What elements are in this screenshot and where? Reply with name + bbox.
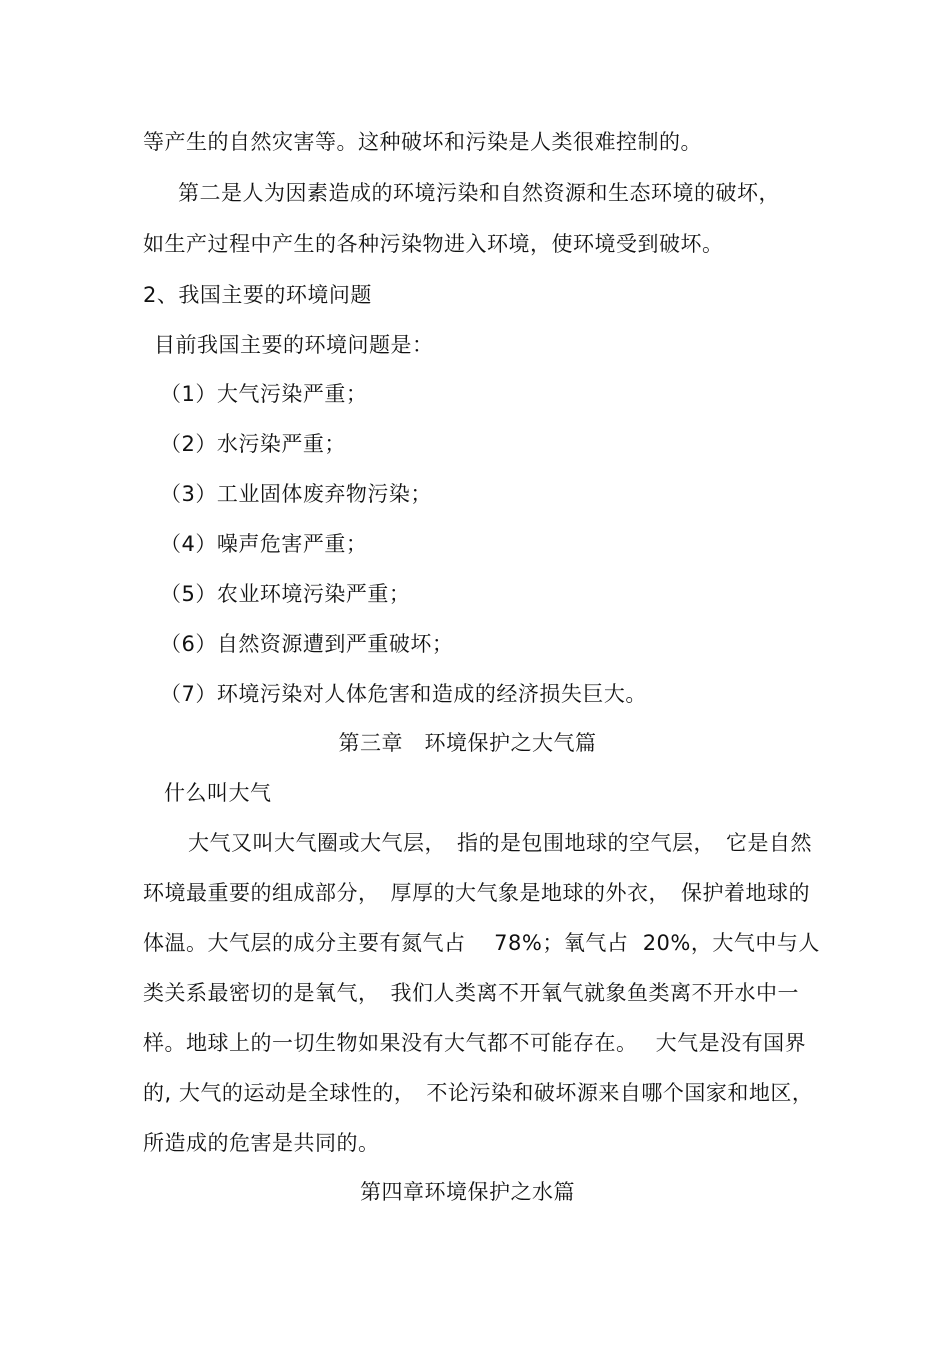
list-item: （4）噪声危害严重； xyxy=(160,532,368,556)
list-item: （3）工业固体废弃物污染； xyxy=(160,482,432,506)
list-item: （2）水污染严重； xyxy=(160,432,346,456)
paragraph-line: 第二是人为因素造成的环境污染和自然资源和生态环境的破坏， xyxy=(178,181,780,205)
paragraph-line: 环境最重要的组成部分， 厚厚的大气象是地球的外衣， 保护着地球的 xyxy=(143,881,810,905)
list-item: （1）大气污染严重； xyxy=(160,382,368,406)
section-intro: 目前我国主要的环境问题是： xyxy=(154,333,434,357)
section-title: 2、我国主要的环境问题 xyxy=(143,283,372,307)
paragraph-line: 如生产过程中产生的各种污染物进入环境，使环境受到破坏。 xyxy=(143,232,724,256)
paragraph-line: 所造成的危害是共同的。 xyxy=(143,1131,380,1155)
list-item: （5）农业环境污染严重； xyxy=(160,582,411,606)
paragraph-line: 大气又叫大气圈或大气层， 指的是包围地球的空气层， 它是自然 xyxy=(188,831,812,855)
chapter-title: 第四章环境保护之水篇 xyxy=(360,1180,575,1204)
paragraph-line: 类关系最密切的是氧气， 我们人类离不开氧气就象鱼类离不开水中一 xyxy=(143,981,799,1005)
chapter-title: 第三章 环境保护之大气篇 xyxy=(338,731,597,755)
subsection-title: 什么叫大气 xyxy=(164,781,272,805)
paragraph-line: 样。地球上的一切生物如果没有大气都不可能存在。 大气是没有国界 xyxy=(143,1031,807,1055)
list-item: （6）自然资源遭到严重破坏； xyxy=(160,632,454,656)
list-item: （7）环境污染对人体危害和造成的经济损失巨大。 xyxy=(160,682,647,706)
paragraph-line: 等产生的自然灾害等。这种破坏和污染是人类很难控制的。 xyxy=(143,130,702,154)
paragraph-line: 体温。大气层的成分主要有氮气占 78%；氧气占 20%，大气中与人 xyxy=(143,931,820,955)
paragraph-line: 的, 大气的运动是全球性的， 不论污染和破坏源来自哪个国家和地区， xyxy=(143,1081,814,1105)
